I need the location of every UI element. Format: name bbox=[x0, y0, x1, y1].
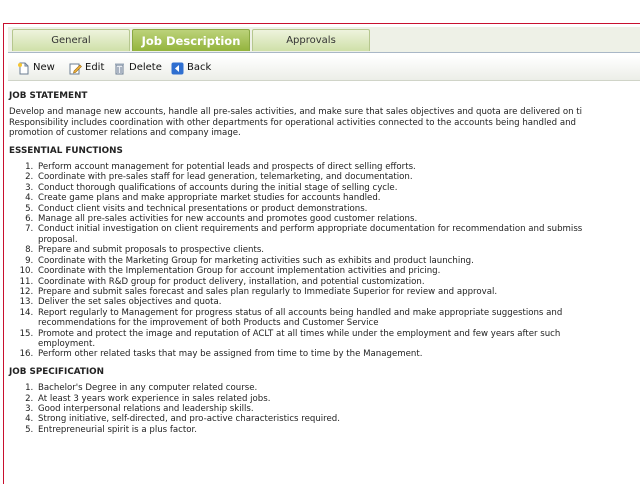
job-statement-text bbox=[9, 107, 640, 138]
job-record-panel bbox=[3, 23, 640, 484]
essential-function-item bbox=[36, 297, 640, 307]
essential-function-item-text: 9. Coordinate with the Marketing Group for marketing activities such as exhibits and product launching. bbox=[38, 255, 474, 266]
essential-function-item-text: 1. Perform account management for potential leads and prospects of direct selling efforts. bbox=[38, 162, 416, 173]
back-button-label: Back bbox=[187, 62, 212, 73]
job-specification-item-text: 1. Bachelor's Degree in any computer related course. bbox=[38, 383, 258, 394]
essential-function-item-text: 5. Conduct client visits and technical presentations or product demonstrations. bbox=[38, 203, 368, 214]
essential-function-item-text: 16. Perform other related tasks that may be assigned from time to time by the Management. bbox=[38, 349, 423, 360]
new-button-label: New bbox=[33, 62, 55, 73]
essential-function-item-text: 14. Report regularly to Management for progress status of all accounts being handled and make appropriate suggestions and bbox=[38, 307, 563, 318]
job-specification-item bbox=[36, 425, 640, 435]
job-specification-item-text: 2. At least 3 years work experience in sales related jobs. bbox=[38, 393, 271, 404]
job-statement-line: Responsibility includes coordination with other departments for operational activities connected to the accounts being handled and bbox=[9, 117, 576, 128]
job-specification-item bbox=[36, 394, 640, 404]
essential-function-item bbox=[36, 245, 640, 255]
job-specification-heading: JOB SPECIFICATION bbox=[9, 366, 105, 377]
delete-button[interactable] bbox=[113, 60, 162, 76]
toolbar bbox=[8, 56, 640, 81]
tab-approvals[interactable]: Approvals bbox=[252, 29, 370, 51]
job-description-content bbox=[9, 91, 640, 441]
essential-function-item-text: 2. Coordinate with pre-sales staff for lead generation, telemarketing, and documentation. bbox=[38, 172, 413, 183]
job-specification-item-text: 5. Entrepreneurial spirit is a plus factor. bbox=[38, 424, 198, 435]
essential-function-item bbox=[36, 193, 640, 203]
job-specification-item-text: 3. Good interpersonal relations and leadership skills. bbox=[38, 403, 254, 414]
essential-function-item bbox=[36, 349, 640, 359]
essential-function-item bbox=[36, 224, 640, 245]
edit-button[interactable] bbox=[69, 60, 104, 76]
edit-button-label: Edit bbox=[85, 62, 105, 73]
essential-function-item-text: 13. Deliver the set sales objectives and quota. bbox=[38, 297, 222, 308]
essential-function-item bbox=[36, 277, 640, 287]
essential-function-item-text: 7. Conduct initial investigation on client requirements and perform appropriate documentation for recommendation and submiss bbox=[38, 224, 583, 235]
essential-function-item bbox=[36, 287, 640, 297]
new-button[interactable] bbox=[17, 60, 55, 76]
essential-function-item bbox=[36, 183, 640, 193]
job-specification-item-text: 4. Strong initiative, self-directed, and pro-active characteristics required. bbox=[38, 414, 340, 425]
essential-function-item-text: 11. Coordinate with R&D group for product delivery, installation, and potential customization. bbox=[38, 276, 425, 287]
essential-function-item-text: 8. Prepare and submit proposals to prospective clients. bbox=[38, 245, 265, 256]
essential-function-item-text: 12. Prepare and submit sales forecast and sales plan regularly to Immediate Superior for review and approval. bbox=[38, 286, 498, 297]
tab-job-description[interactable]: Job Description bbox=[132, 29, 250, 51]
edit-pencil-icon bbox=[69, 62, 82, 75]
essential-functions-heading: ESSENTIAL FUNCTIONS bbox=[9, 145, 123, 156]
essential-functions-list bbox=[9, 162, 640, 360]
essential-function-item-text: recommendations for the improvement of both Products and Customer Service bbox=[38, 318, 379, 329]
essential-function-item-text: 6. Manage all pre-sales activities for new accounts and promotes good customer relations. bbox=[38, 214, 418, 225]
delete-trash-icon bbox=[113, 62, 126, 75]
essential-function-item bbox=[36, 256, 640, 266]
essential-function-item-text: proposal. bbox=[38, 234, 78, 245]
essential-function-item-text: 3. Conduct thorough qualifications of accounts during the initial stage of selling cycle. bbox=[38, 182, 398, 193]
essential-function-item-text: 4. Create game plans and make appropriate market studies for accounts handled. bbox=[38, 193, 381, 204]
job-specification-list bbox=[9, 383, 640, 435]
essential-function-item bbox=[36, 329, 640, 350]
essential-function-item bbox=[36, 162, 640, 172]
job-specification-item bbox=[36, 383, 640, 393]
delete-button-label: Delete bbox=[129, 62, 162, 73]
essential-function-item bbox=[36, 214, 640, 224]
job-statement-line: promotion of customer relations and company image. bbox=[9, 128, 241, 139]
essential-function-item bbox=[36, 308, 640, 329]
new-document-icon bbox=[17, 62, 30, 75]
essential-function-item bbox=[36, 172, 640, 182]
job-specification-item bbox=[36, 404, 640, 414]
essential-function-item-text: 10. Coordinate with the Implementation Group for account implementation activities and pricing. bbox=[38, 266, 441, 277]
essential-function-item bbox=[36, 204, 640, 214]
back-button[interactable] bbox=[171, 60, 211, 76]
essential-function-item bbox=[36, 266, 640, 276]
job-statement-heading: JOB STATEMENT bbox=[9, 91, 88, 101]
tab-general[interactable]: General bbox=[12, 29, 130, 51]
tab-bar bbox=[8, 27, 640, 53]
job-specification-item bbox=[36, 414, 640, 424]
job-statement-line: Develop and manage new accounts, handle all pre-sales activities, and make sure that sales objectives and quota are delivered on ti bbox=[9, 107, 583, 118]
back-arrow-icon bbox=[171, 62, 184, 75]
essential-function-item-text: employment. bbox=[38, 338, 96, 349]
essential-function-item-text: 15. Promote and protect the image and reputation of ACLT at all times while under the employment and few years after such bbox=[38, 328, 561, 339]
